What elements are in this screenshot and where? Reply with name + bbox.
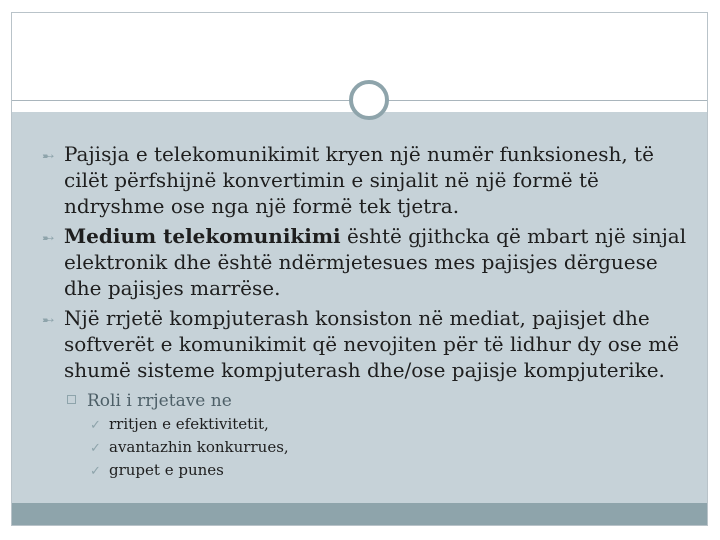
bullet-item xyxy=(42,141,692,219)
check-icon: ✓ xyxy=(90,441,101,456)
slide-body xyxy=(42,141,692,482)
swirl-arrow-icon: ➸ xyxy=(42,311,55,329)
bullet-text: është gjithcka që mbart një sinjal elektronik dhe është ndërmjetesues mes pajisjes dërguese dhe pajisjes marrëse. xyxy=(64,224,687,300)
footer-bar xyxy=(12,503,707,525)
circle-ornament xyxy=(349,80,389,120)
check-icon: ✓ xyxy=(90,464,101,479)
sub-item xyxy=(42,436,692,459)
bullet-item xyxy=(42,305,692,383)
sub-item-text: avantazhin konkurrues, xyxy=(109,438,289,456)
swirl-arrow-icon: ➸ xyxy=(42,147,55,165)
sub-heading-text: Roli i rrjetave ne xyxy=(87,391,232,411)
bullet-text: Një rrjetë kompjuterash konsiston në mediat, pajisjet dhe softverët e komunikimit që nevojiten për të lidhur dy ose më shumë sisteme kompjuterash dhe/ose pajisje kompjuterike. xyxy=(64,306,679,382)
bullet-text: Pajisja e telekomunikimit kryen një numër funksionesh, të cilët përfshijnë konvertimin e sinjalit në një formë të ndryshme ose nga një formë tek tjetra. xyxy=(64,142,654,218)
sub-item xyxy=(42,459,692,482)
sub-heading xyxy=(42,389,692,413)
sub-item xyxy=(42,413,692,436)
swirl-arrow-icon: ➸ xyxy=(42,229,55,247)
square-icon xyxy=(67,395,76,404)
sub-item-text: grupet e punes xyxy=(109,461,224,479)
bullet-item xyxy=(42,223,692,301)
sub-item-text: rritjen e efektivitetit, xyxy=(109,415,269,433)
bullet-bold-text: Medium telekomunikimi xyxy=(64,224,341,248)
check-icon: ✓ xyxy=(90,418,101,433)
